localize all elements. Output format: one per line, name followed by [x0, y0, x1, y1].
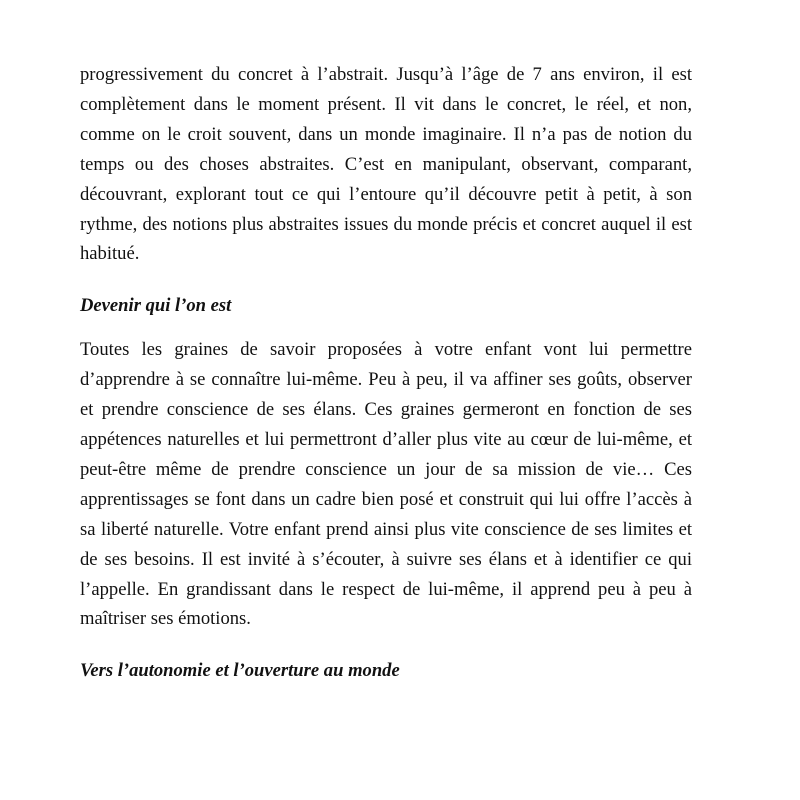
- body-paragraph-1: progressivement du concret à l’abstrait. Jusqu’à l’âge de 7 ans environ, il est complètement dans le moment présent. Il vit dans le concret, le réel, et non, comme on le croit souvent, dans un monde imaginaire. Il n’a pas de notion du temps ou des choses abstraites. C’est en manipulant, observant, comparant, découvrant, explorant tout ce qui l’entoure qu’il découvre petit à petit, à son rythme, des notions plus abstraites issues du monde précis et concret auquel il est habitué.: [80, 64, 692, 265]
- section-heading-autonomie: Vers l’autonomie et l’ouverture au monde: [80, 660, 400, 682]
- section-heading-devenir: Devenir qui l’on est: [80, 295, 232, 317]
- document-page: [80, 60, 692, 686]
- body-paragraph-2: Toutes les graines de savoir proposées à votre enfant vont lui permettre d’apprendre à se connaître lui-même. Peu à peu, il va affiner ses goûts, observer et prendre conscience de ses élans. Ces graines germeront en fonction de ses appétences naturelles et lui permettront d’aller plus vite au cœur de lui-même, et peut-être même de prendre conscience un jour de sa mission de vie… Ces apprentissages se font dans un cadre bien posé et construit qui lui offre l’accès à sa liberté naturelle. Votre enfant prend ainsi plus vite conscience de ses limites et de ses besoins. Il est invité à s’écouter, à suivre ses élans et à identifier ce qui l’appelle. En grandissant dans le respect de lui-même, il apprend peu à peu à maîtriser ses émotions.: [80, 339, 692, 630]
